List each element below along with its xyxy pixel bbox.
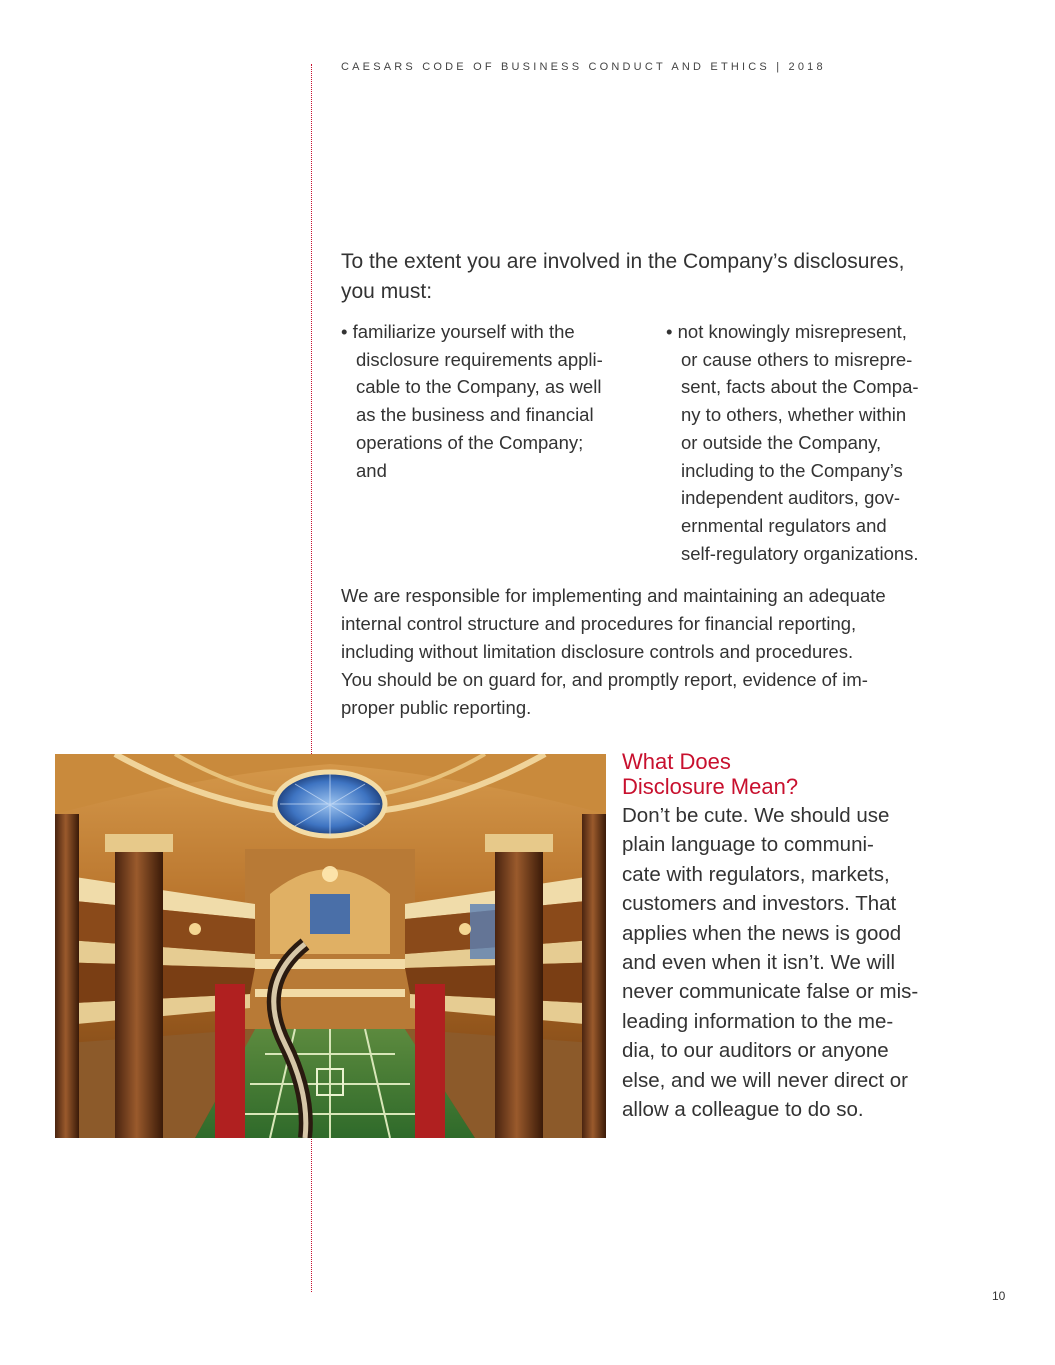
- bullet-left-line: • familiarize yourself with the: [341, 321, 575, 342]
- sidebar-body-line: plain language to communi-: [622, 833, 874, 857]
- forum-shops-interior-photo: [55, 754, 606, 1138]
- running-header: CAESARS CODE OF BUSINESS CONDUCT AND ETHICS | 2018: [341, 61, 826, 73]
- paragraph-line: We are responsible for implementing and maintaining an adequate: [341, 585, 886, 606]
- sidebar-body-line: leading information to the me-: [622, 1009, 894, 1033]
- sidebar-body-line: customers and investors. That: [622, 892, 897, 916]
- paragraph-line: You should be on guard for, and promptly report, evidence of im-: [341, 668, 868, 690]
- sidebar-body: [622, 801, 1022, 1124]
- bullet-right-line: or cause others to misrepre-: [681, 348, 913, 370]
- bullet-left-line: as the business and financial: [356, 404, 594, 426]
- sidebar-body-line: Don’t be cute. We should use: [622, 804, 890, 827]
- bullet-right-line: or outside the Company,: [681, 431, 882, 453]
- sidebar-body-line: else, and we will never direct or: [622, 1068, 908, 1092]
- sidebar-body-line: cate with regulators, markets,: [622, 862, 890, 886]
- bullet-right-line: self-regulatory organizations.: [681, 542, 919, 564]
- sidebar-body-line: applies when the news is good: [622, 921, 902, 945]
- bullet-right: [666, 318, 986, 567]
- sidebar-heading-line: What Does: [622, 749, 731, 774]
- sidebar-heading-line: Disclosure Mean?: [622, 774, 799, 799]
- sidebar-body-line: never communicate false or mis-: [622, 980, 919, 1004]
- paragraph-line: including without limitation disclosure controls and procedures.: [341, 640, 854, 662]
- intro-line: To the extent you are involved in the Company’s disclosures,: [341, 250, 905, 273]
- bullet-right-line: sent, facts about the Compa-: [681, 376, 919, 398]
- paragraph-line: internal control structure and procedures for financial reporting,: [341, 612, 857, 634]
- bullet-left: [341, 318, 641, 484]
- responsibility-paragraph: [341, 582, 981, 722]
- sidebar-body-line: and even when it isn’t. We will: [622, 951, 896, 975]
- bullet-left-line: and: [356, 459, 387, 481]
- sidebar-body-line: dia, to our auditors or anyone: [622, 1039, 889, 1063]
- intro-text: [341, 247, 981, 307]
- bullet-right-line: • not knowingly misrepresent,: [666, 321, 907, 342]
- bullet-right-line: including to the Company’s: [681, 459, 903, 481]
- paragraph-line: proper public reporting.: [341, 696, 532, 718]
- bullet-left-line: operations of the Company;: [356, 431, 584, 453]
- bullet-right-line: ny to others, whether within: [681, 404, 907, 426]
- intro-line: you must:: [341, 280, 433, 303]
- page-number: 10: [992, 1289, 1006, 1303]
- photo-illustration: [55, 754, 606, 1138]
- sidebar-heading: [622, 749, 1022, 799]
- bullet-right-line: independent auditors, gov-: [681, 487, 901, 509]
- bullet-right-line: ernmental regulators and: [681, 514, 887, 536]
- bullet-left-line: disclosure requirements appli-: [356, 348, 603, 370]
- bullet-left-line: cable to the Company, as well: [356, 376, 602, 398]
- sidebar-body-line: allow a colleague to do so.: [622, 1098, 864, 1122]
